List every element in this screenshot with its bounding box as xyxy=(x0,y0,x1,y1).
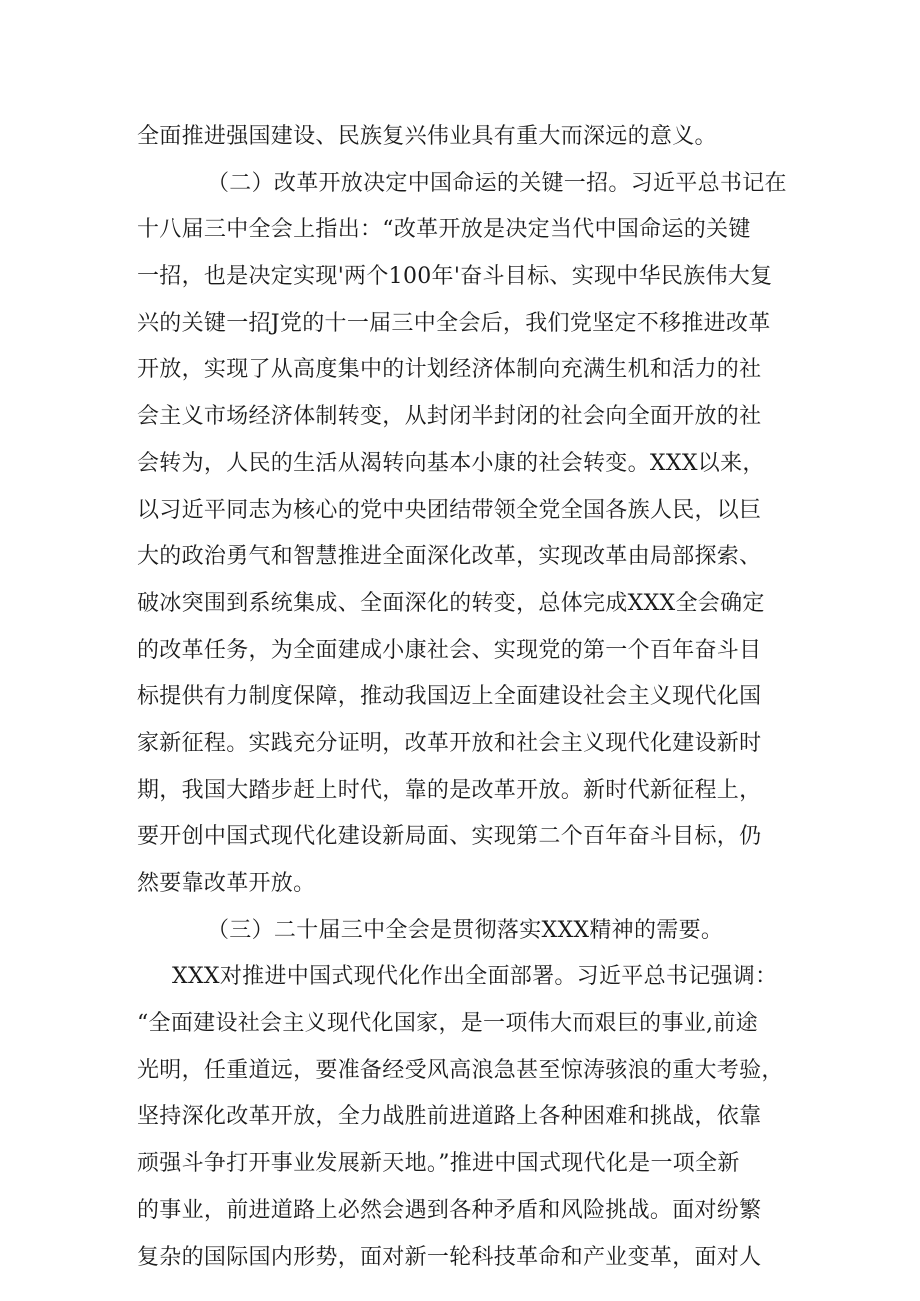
paragraph-line: 以习近平同志为核心的党中央团结带领全党全国各族人民，以巨 xyxy=(137,497,762,523)
section-heading-2: （二）改革开放决定中国命运的关键一招。习近平总书记在 xyxy=(207,170,787,196)
paragraph-line: 的改革任务，为全面建成小康社会、实现党的第一个百年奋斗目 xyxy=(137,637,762,663)
paragraph-line: 大的政治勇气和智慧推进全面深化改革，实现改革由局部探索、 xyxy=(137,544,762,570)
paragraph-line: XXX对推进中国式现代化作出全面部署。习近平总书记强调： xyxy=(172,964,778,990)
paragraph-line: 的事业，前进道路上必然会遇到各种矛盾和风险挑战。面对纷繁 xyxy=(137,1197,762,1223)
paragraph-line: 十八届三中全会上指出：“改革开放是决定当代中国命运的关键 xyxy=(137,217,751,243)
paragraph-line: 要开创中国式现代化建设新局面、实现第二个百年奋斗目标，仍 xyxy=(137,824,762,850)
paragraph-line: 顽强斗争打开事业发展新天地。”推进中国式现代化是一项全新 xyxy=(137,1151,740,1177)
paragraph-line: 然要靠改革开放。 xyxy=(137,871,316,896)
paragraph-line: 光明，任重道远，要准备经受风高浪急甚至惊涛骇浪的重大考验， xyxy=(137,1057,784,1083)
paragraph-line: 会转为，人民的生活从渴转向基本小康的社会转变。XXX以来， xyxy=(137,450,765,476)
paragraph-line: 期，我国大踏步赶上时代，靠的是改革开放。新时代新征程上， xyxy=(137,777,762,803)
paragraph-line: 兴的关键一招J党的十一届三中全会后，我们党坚定不移推进改革 xyxy=(137,310,771,336)
paragraph-line: 全面推进强国建设、民族复兴伟业具有重大而深远的意义。 xyxy=(137,124,717,149)
paragraph-line: 一招，也是决定实现'两个100年'奋斗目标、实现中华民族伟大复 xyxy=(137,264,773,290)
paragraph-line: 破冰突围到系统集成、全面深化的转变，总体完成XXX全会确定 xyxy=(137,590,765,616)
paragraph-line: 坚持深化改革开放，全力战胜前进道路上各种困难和挑战，依靠 xyxy=(137,1104,762,1130)
paragraph-line: 标提供有力制度保障，推动我国迈上全面建设社会主义现代化国 xyxy=(137,684,762,710)
section-heading-3: （三）二十届三中全会是贯彻落实XXX精神的需要。 xyxy=(207,917,724,943)
paragraph-line: 复杂的国际国内形势，面对新一轮科技革命和产业变革，面对人 xyxy=(137,1244,762,1270)
paragraph-line: 会主义市场经济体制转变，从封闭半封闭的社会向全面开放的社 xyxy=(137,404,762,430)
paragraph-line: 家新征程。实践充分证明，改革开放和社会主义现代化建设新时 xyxy=(137,730,762,756)
paragraph-line: “全面建设社会主义现代化国家，是一项伟大而艰巨的事业,前途 xyxy=(137,1011,758,1037)
paragraph-line: 开放，实现了从高度集中的计划经济体制向充满生机和活力的社 xyxy=(137,357,762,383)
document-body xyxy=(137,114,797,1281)
